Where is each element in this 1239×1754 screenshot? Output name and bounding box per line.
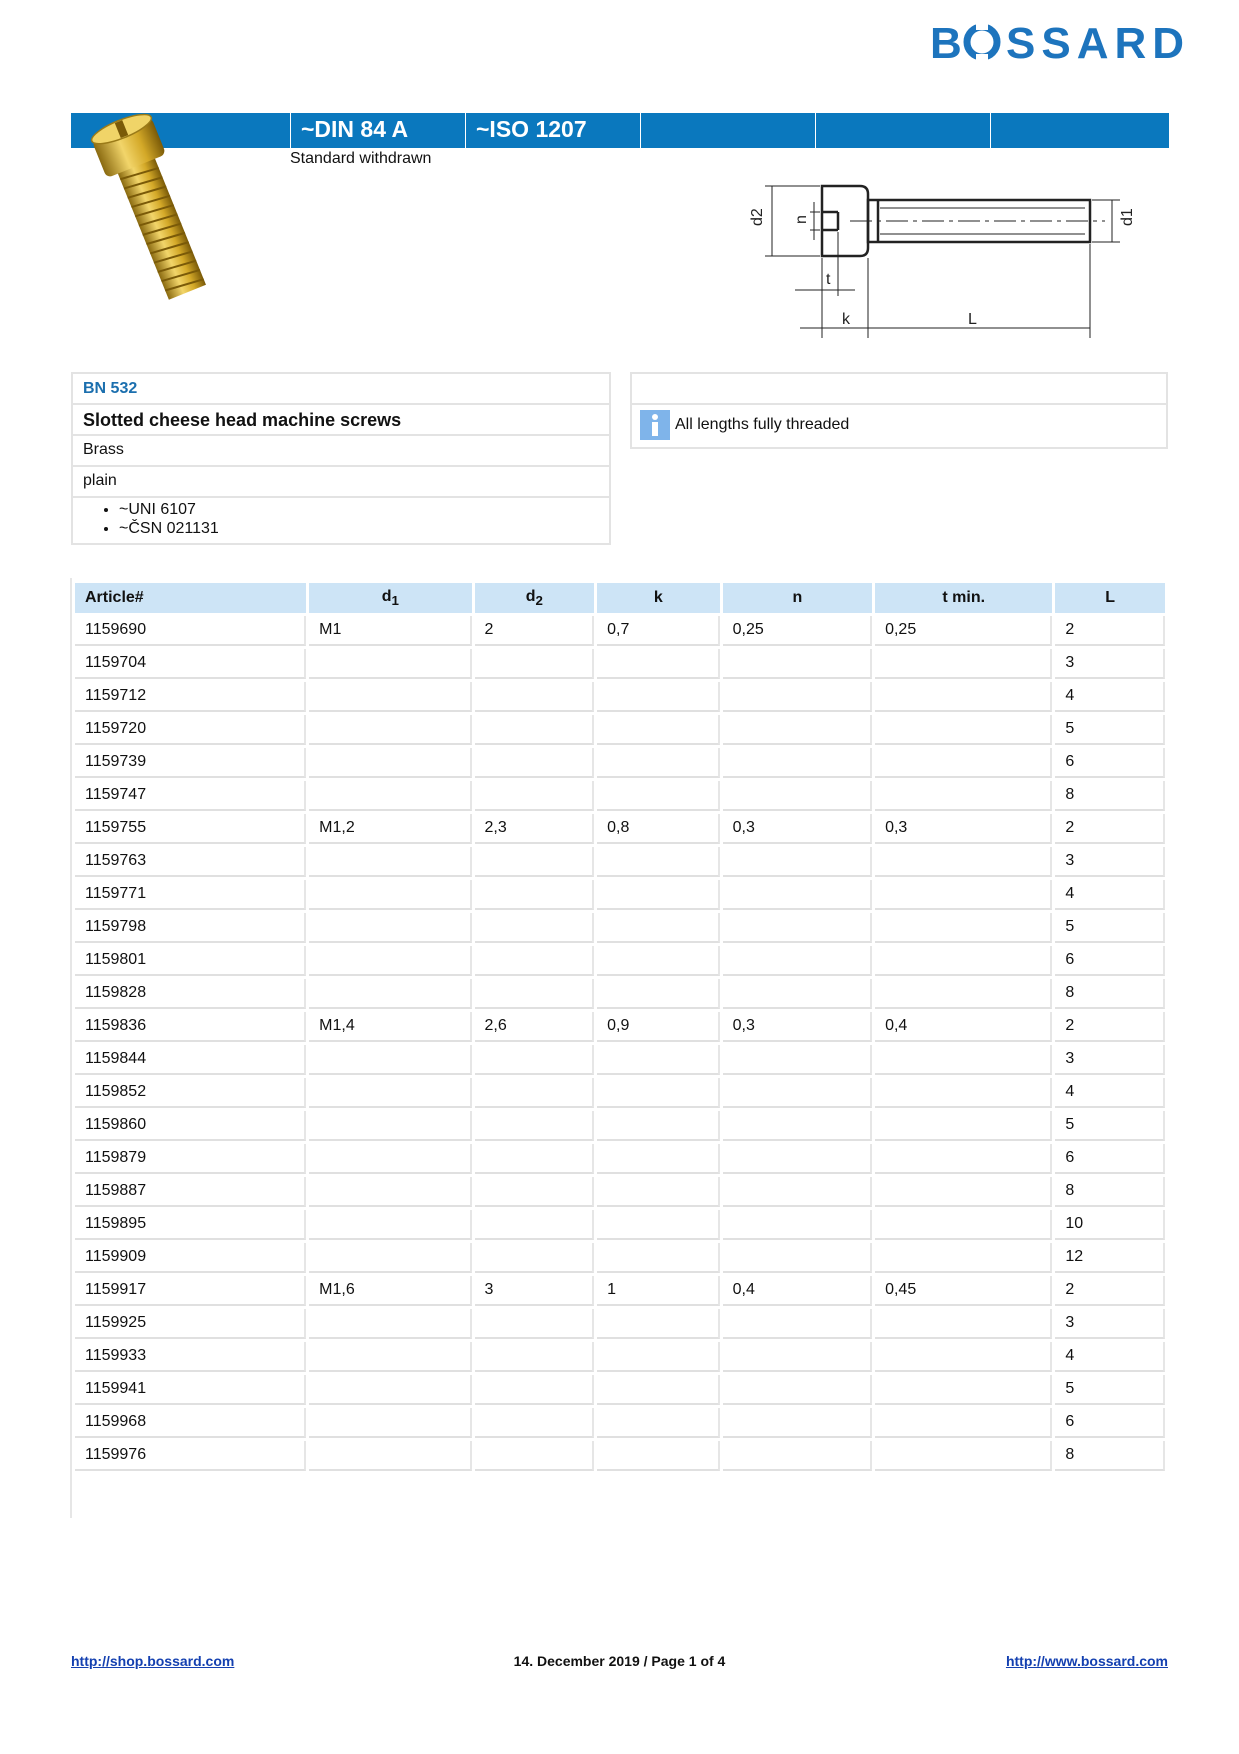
table-cell: 1159895 — [75, 1210, 306, 1240]
table-cell — [309, 1111, 471, 1141]
footer-date-page: 14. December 2019 / Page 1 of 4 — [513, 1653, 726, 1669]
table-cell — [723, 946, 872, 976]
table-row — [75, 1441, 1165, 1471]
table-cell — [723, 847, 872, 877]
standard-cell-4 — [815, 113, 990, 148]
table-row — [75, 1342, 1165, 1372]
table-cell — [309, 880, 471, 910]
article-table — [72, 580, 1168, 1474]
table-cell: 3 — [475, 1276, 595, 1306]
table-cell: 6 — [1055, 946, 1165, 976]
table-cell: 0,7 — [597, 616, 720, 646]
product-info-box — [71, 372, 611, 545]
table-cell — [309, 1342, 471, 1372]
table-cell — [875, 1243, 1052, 1273]
table-row — [75, 1111, 1165, 1141]
table-cell — [475, 649, 595, 679]
table-cell: 2 — [1055, 1012, 1165, 1042]
table-cell: 1159933 — [75, 1342, 306, 1372]
table-cell: 1159836 — [75, 1012, 306, 1042]
table-cell: 0,45 — [875, 1276, 1052, 1306]
table-cell: 1159739 — [75, 748, 306, 778]
table-cell — [475, 880, 595, 910]
table-row — [75, 682, 1165, 712]
table-cell — [475, 1078, 595, 1108]
table-cell: 2 — [1055, 616, 1165, 646]
table-cell: 1159720 — [75, 715, 306, 745]
table-cell: 0,9 — [597, 1012, 720, 1042]
table-cell — [723, 1441, 872, 1471]
svg-text:SSARD: SSARD — [1006, 19, 1191, 68]
product-finish: plain — [83, 472, 117, 489]
table-row — [75, 1012, 1165, 1042]
table-cell — [723, 979, 872, 1009]
table-cell — [597, 1045, 720, 1075]
table-cell — [875, 1078, 1052, 1108]
product-code: BN 532 — [83, 380, 138, 397]
table-cell — [875, 1177, 1052, 1207]
header-article: Article# — [75, 583, 306, 613]
table-cell — [597, 649, 720, 679]
standard-cell-2: ~ISO 1207 — [465, 113, 640, 148]
table-cell — [723, 913, 872, 943]
table-cell — [723, 1210, 872, 1240]
table-cell: 1159879 — [75, 1144, 306, 1174]
table-row — [75, 1408, 1165, 1438]
table-cell — [875, 682, 1052, 712]
table-cell — [597, 1111, 720, 1141]
info-icon — [640, 410, 670, 440]
shop-link[interactable]: http://shop.bossard.com — [71, 1653, 235, 1669]
table-cell: 3 — [1055, 847, 1165, 877]
table-cell — [475, 847, 595, 877]
table-row — [75, 847, 1165, 877]
table-cell — [475, 946, 595, 976]
table-cell: M1,6 — [309, 1276, 471, 1306]
table-cell — [475, 1375, 595, 1405]
table-row — [75, 979, 1165, 1009]
table-cell — [309, 847, 471, 877]
table-cell: 0,25 — [875, 616, 1052, 646]
table-cell — [597, 1408, 720, 1438]
svg-text:B: B — [930, 19, 968, 68]
table-cell: 5 — [1055, 1111, 1165, 1141]
product-code-row — [73, 374, 609, 405]
note-box — [630, 372, 1168, 449]
table-cell — [309, 1408, 471, 1438]
table-cell: 0,4 — [723, 1276, 872, 1306]
table-row — [75, 1210, 1165, 1240]
table-cell — [475, 1342, 595, 1372]
table-cell — [875, 781, 1052, 811]
table-cell — [597, 1342, 720, 1372]
table-row — [75, 1243, 1165, 1273]
table-cell — [309, 748, 471, 778]
table-cell — [875, 1342, 1052, 1372]
table-cell — [723, 715, 872, 745]
table-cell: 1159917 — [75, 1276, 306, 1306]
table-cell: 12 — [1055, 1243, 1165, 1273]
table-cell — [597, 1375, 720, 1405]
standards-bar — [71, 113, 1169, 148]
table-cell: 1159690 — [75, 616, 306, 646]
table-cell: 0,25 — [723, 616, 872, 646]
table-cell — [475, 1408, 595, 1438]
header-k: k — [597, 583, 720, 613]
table-cell — [475, 1309, 595, 1339]
table-row — [75, 1078, 1165, 1108]
table-cell: 2 — [1055, 814, 1165, 844]
table-cell: 1 — [597, 1276, 720, 1306]
table-cell: 10 — [1055, 1210, 1165, 1240]
table-cell — [875, 1210, 1052, 1240]
table-cell — [475, 781, 595, 811]
table-cell — [475, 1243, 595, 1273]
table-cell — [475, 1045, 595, 1075]
table-cell: 1159801 — [75, 946, 306, 976]
table-cell — [597, 1177, 720, 1207]
equivalent-item: • ~UNI 6107 — [119, 500, 609, 519]
table-cell: 1159844 — [75, 1045, 306, 1075]
table-row — [75, 946, 1165, 976]
standard-cell-3 — [640, 113, 815, 148]
technical-drawing — [740, 178, 1140, 348]
table-cell — [723, 880, 872, 910]
table-cell: 6 — [1055, 1144, 1165, 1174]
table-cell — [597, 1309, 720, 1339]
table-cell — [597, 682, 720, 712]
table-cell — [309, 913, 471, 943]
standard-cell-5 — [990, 113, 1169, 148]
table-cell — [309, 682, 471, 712]
table-cell — [475, 979, 595, 1009]
table-cell — [875, 979, 1052, 1009]
table-cell — [597, 748, 720, 778]
table-cell — [875, 847, 1052, 877]
table-cell — [723, 781, 872, 811]
note-row — [632, 405, 1166, 447]
table-cell — [597, 847, 720, 877]
equivalents-list — [83, 500, 609, 538]
table-cell: 1159968 — [75, 1408, 306, 1438]
material-row — [73, 436, 609, 467]
table-cell — [475, 1177, 595, 1207]
table-row — [75, 715, 1165, 745]
table-cell — [597, 1144, 720, 1174]
table-cell: 1159771 — [75, 880, 306, 910]
table-cell — [723, 682, 872, 712]
table-cell: 2,6 — [475, 1012, 595, 1042]
table-cell — [309, 1078, 471, 1108]
table-cell — [309, 1243, 471, 1273]
table-cell: 8 — [1055, 1441, 1165, 1471]
table-cell — [597, 715, 720, 745]
table-cell: 0,4 — [875, 1012, 1052, 1042]
table-row — [75, 1375, 1165, 1405]
label-d1: d1 — [1119, 208, 1136, 226]
table-cell — [723, 1375, 872, 1405]
table-cell — [875, 1408, 1052, 1438]
table-cell — [475, 748, 595, 778]
table-cell — [723, 1078, 872, 1108]
table-cell: 1159704 — [75, 649, 306, 679]
table-cell — [597, 1078, 720, 1108]
table-cell — [475, 715, 595, 745]
table-row — [75, 814, 1165, 844]
table-header-row — [75, 583, 1165, 613]
table-cell — [723, 1342, 872, 1372]
product-material: Brass — [83, 441, 124, 458]
website-link[interactable]: http://www.bossard.com — [1005, 1653, 1168, 1669]
table-cell: 1159747 — [75, 781, 306, 811]
table-cell — [875, 1441, 1052, 1471]
table-cell — [475, 1441, 595, 1471]
table-cell: 6 — [1055, 1408, 1165, 1438]
header-n: n — [723, 583, 872, 613]
table-cell: 1159828 — [75, 979, 306, 1009]
footer-right — [1006, 1653, 1168, 1669]
table-cell — [597, 781, 720, 811]
table-cell — [723, 1045, 872, 1075]
table-cell: 4 — [1055, 682, 1165, 712]
note-empty-row — [632, 374, 1166, 405]
label-k: k — [842, 311, 850, 328]
table-body — [75, 616, 1165, 1471]
table-row — [75, 781, 1165, 811]
header-L: L — [1055, 583, 1165, 613]
screw-photo — [90, 108, 220, 300]
table-cell — [597, 1441, 720, 1471]
table-cell: 1159763 — [75, 847, 306, 877]
table-cell: 0,8 — [597, 814, 720, 844]
table-cell — [723, 1243, 872, 1273]
table-cell — [309, 979, 471, 1009]
table-cell: 5 — [1055, 715, 1165, 745]
table-cell — [875, 715, 1052, 745]
table-cell: 2,3 — [475, 814, 595, 844]
table-cell: 1159712 — [75, 682, 306, 712]
table-row — [75, 1177, 1165, 1207]
table-cell — [309, 1375, 471, 1405]
table-cell: 8 — [1055, 1177, 1165, 1207]
header-t-min: t min. — [875, 583, 1052, 613]
table-cell: 4 — [1055, 880, 1165, 910]
table-cell — [723, 649, 872, 679]
equivalents-row — [73, 498, 609, 543]
table-row — [75, 880, 1165, 910]
table-cell — [875, 1111, 1052, 1141]
table-row — [75, 1276, 1165, 1306]
table-cell: 1159887 — [75, 1177, 306, 1207]
table-cell: 1159909 — [75, 1243, 306, 1273]
table-row — [75, 748, 1165, 778]
table-cell: 1159755 — [75, 814, 306, 844]
table-cell — [597, 946, 720, 976]
note-text: All lengths fully threaded — [675, 416, 850, 433]
table-cell: 0,3 — [875, 814, 1052, 844]
footer-left — [71, 1653, 234, 1669]
table-cell — [723, 748, 872, 778]
table-cell: M1,2 — [309, 814, 471, 844]
table-cell — [875, 1375, 1052, 1405]
label-d2: d2 — [749, 208, 766, 226]
label-n: n — [793, 215, 810, 224]
table-cell: M1 — [309, 616, 471, 646]
table-row — [75, 1144, 1165, 1174]
table-cell — [475, 682, 595, 712]
table-cell — [309, 1045, 471, 1075]
table-row — [75, 913, 1165, 943]
table-cell — [723, 1408, 872, 1438]
finish-row — [73, 467, 609, 498]
table-cell: 3 — [1055, 1045, 1165, 1075]
standard-status: Standard withdrawn — [290, 150, 432, 167]
table-cell: 2 — [475, 616, 595, 646]
bossard-logo — [930, 18, 1191, 68]
table-row — [75, 1309, 1165, 1339]
table-cell: M1,4 — [309, 1012, 471, 1042]
table-cell: 8 — [1055, 979, 1165, 1009]
table-cell: 4 — [1055, 1078, 1165, 1108]
table-cell — [309, 1144, 471, 1174]
table-cell — [475, 913, 595, 943]
table-cell — [475, 1111, 595, 1141]
table-cell — [723, 1144, 872, 1174]
equivalent-item: • ~ČSN 021131 — [119, 519, 609, 538]
table-cell — [309, 1210, 471, 1240]
table-cell — [309, 1177, 471, 1207]
table-cell: 6 — [1055, 748, 1165, 778]
table-cell — [875, 1309, 1052, 1339]
table-cell: 8 — [1055, 781, 1165, 811]
table-cell — [723, 1111, 872, 1141]
table-cell: 3 — [1055, 1309, 1165, 1339]
table-cell — [475, 1210, 595, 1240]
table-cell — [309, 649, 471, 679]
table-cell: 1159860 — [75, 1111, 306, 1141]
table-cell: 0,3 — [723, 1012, 872, 1042]
table-cell: 2 — [1055, 1276, 1165, 1306]
table-cell — [309, 946, 471, 976]
table-cell — [597, 1210, 720, 1240]
table-cell: 4 — [1055, 1342, 1165, 1372]
label-t: t — [826, 271, 831, 288]
table-cell — [475, 1144, 595, 1174]
table-cell — [309, 781, 471, 811]
table-cell: 3 — [1055, 649, 1165, 679]
table-cell — [723, 1309, 872, 1339]
table-cell — [875, 1144, 1052, 1174]
table-row — [75, 616, 1165, 646]
table-cell — [597, 880, 720, 910]
table-cell — [875, 748, 1052, 778]
table-cell: 5 — [1055, 1375, 1165, 1405]
table-cell — [309, 1441, 471, 1471]
table-cell — [875, 880, 1052, 910]
table-cell: 1159852 — [75, 1078, 306, 1108]
table-cell — [875, 1045, 1052, 1075]
table-cell: 1159941 — [75, 1375, 306, 1405]
table-cell — [875, 649, 1052, 679]
table-cell — [309, 715, 471, 745]
table-cell — [597, 979, 720, 1009]
table-cell — [597, 913, 720, 943]
product-title-row — [73, 405, 609, 436]
table-row — [75, 649, 1165, 679]
label-L: L — [968, 311, 977, 328]
standard-cell-1: ~DIN 84 A — [290, 113, 465, 148]
table-cell: 1159925 — [75, 1309, 306, 1339]
header-d2: $d_2$ — [475, 583, 595, 613]
table-cell: 5 — [1055, 913, 1165, 943]
table-cell — [723, 1177, 872, 1207]
table-cell: 0,3 — [723, 814, 872, 844]
table-cell — [597, 1243, 720, 1273]
table-cell — [309, 1309, 471, 1339]
table-cell — [875, 946, 1052, 976]
table-cell: 1159976 — [75, 1441, 306, 1471]
table-cell: 1159798 — [75, 913, 306, 943]
table-row — [75, 1045, 1165, 1075]
table-cell — [875, 913, 1052, 943]
header-d1: $d_1$ — [309, 583, 471, 613]
product-title: Slotted cheese head machine screws — [83, 410, 402, 430]
